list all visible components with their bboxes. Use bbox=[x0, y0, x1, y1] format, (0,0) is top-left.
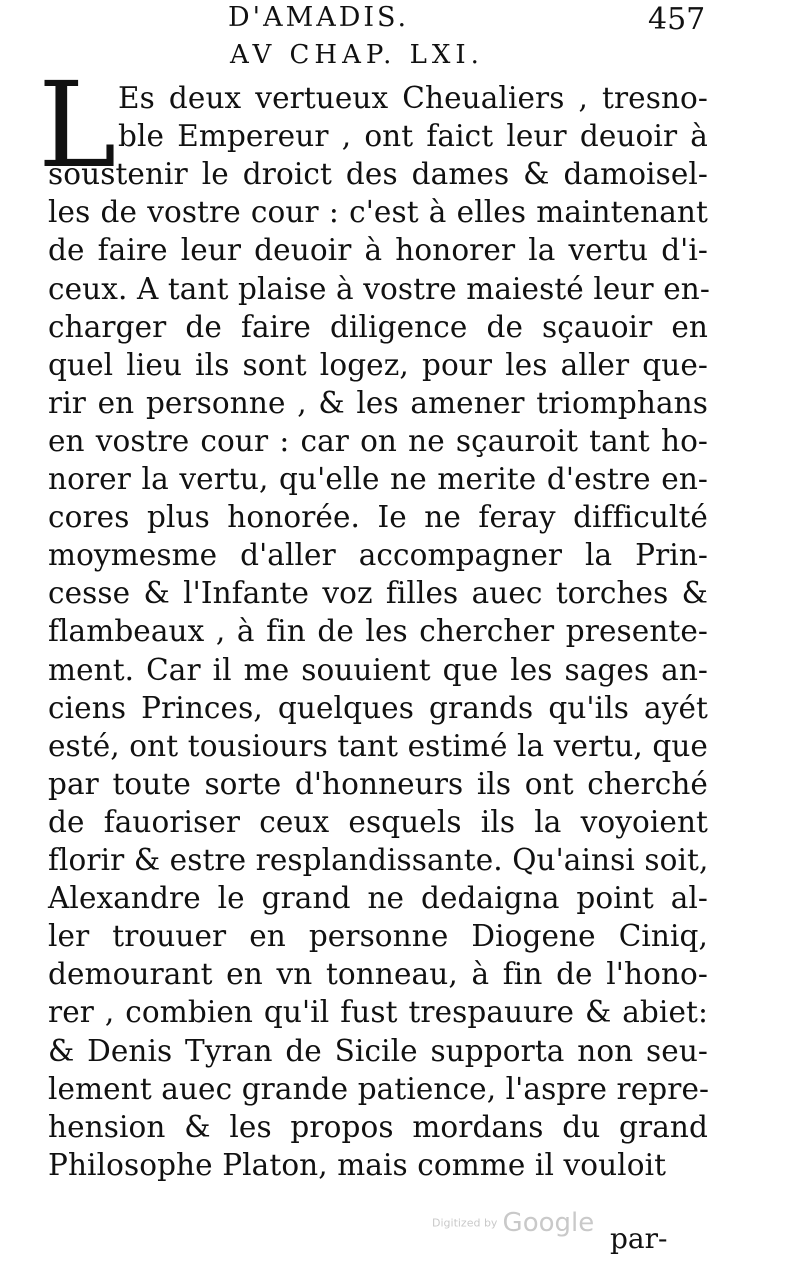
text-line: de fauoriser ceux esquels ils la voyoient bbox=[48, 804, 708, 839]
text-line: moymesme d'aller accompagner la Prin- bbox=[48, 538, 708, 573]
text-line: norer la vertu, qu'elle ne merite d'estre en- bbox=[48, 462, 708, 496]
watermark-brand: Google bbox=[502, 1208, 595, 1238]
text-line: Philosophe Platon, mais comme il vouloit bbox=[48, 1147, 667, 1182]
running-title: D'AMADIS. bbox=[228, 2, 410, 33]
text-line: esté, ont tousiours tant estimé la vertu, que bbox=[48, 728, 708, 763]
text-line: Alexandre le grand ne dedaigna point al- bbox=[48, 881, 708, 916]
text-line: par toute sorte d'honneurs ils ont cherché bbox=[48, 766, 708, 801]
watermark-prefix: Digitized by bbox=[432, 1216, 498, 1230]
text-line: cesse & l'Infante voz filles auec torches & bbox=[48, 576, 708, 611]
text-line: lement auec grande patience, l'aspre repre- bbox=[48, 1071, 710, 1106]
text-line: soustenir le droict des dames & damoisel- bbox=[48, 157, 708, 192]
chapter-heading: AV CHAP. LXI. bbox=[230, 40, 484, 70]
catchword: par- bbox=[610, 1222, 668, 1255]
text-line: les de vostre cour : c'est à elles maintenant bbox=[48, 195, 708, 230]
text-line: en vostre cour : car on ne sçauroit tant ho- bbox=[48, 423, 708, 458]
text-line: cores plus honorée. Ie ne feray difficulté bbox=[48, 500, 708, 535]
text-line: ble Empereur , ont faict leur deuoir à bbox=[118, 119, 708, 154]
text-line: florir & estre resplandissante. Qu'ainsi soit, bbox=[48, 843, 709, 877]
text-line: hension & les propos mordans du grand bbox=[48, 1109, 708, 1144]
text-line: rir en personne , & les amener triomphans bbox=[48, 385, 708, 420]
running-head bbox=[0, 0, 804, 40]
text-line: & Denis Tyran de Sicile supporta non seu- bbox=[48, 1033, 708, 1068]
text-line: ment. Car il me souuient que les sages an- bbox=[48, 652, 708, 687]
text-line: rer , combien qu'il fust trespauure & abiet: bbox=[48, 995, 708, 1030]
drop-cap: L bbox=[38, 56, 117, 194]
page-number: 457 bbox=[648, 2, 706, 37]
text-line: de faire leur deuoir à honorer la vertu d'i- bbox=[48, 233, 708, 268]
text-line: flambeaux , à fin de les chercher presente- bbox=[48, 614, 708, 649]
text-line: ler trouuer en personne Diogene Ciniq, bbox=[48, 919, 708, 954]
text-line: quel lieu ils sont logez, pour les aller que- bbox=[48, 347, 708, 382]
digitized-watermark bbox=[432, 1208, 594, 1238]
text-line: ciens Princes, quelques grands qu'ils ayét bbox=[48, 690, 708, 725]
text-line: ceux. A tant plaise à vostre maiesté leur en- bbox=[48, 271, 710, 306]
text-line: Es deux vertueux Cheualiers , tresno- bbox=[118, 81, 708, 115]
text-line: charger de faire diligence de sçauoir en bbox=[48, 309, 708, 344]
text-line: demourant en vn tonneau, à fin de l'hono- bbox=[48, 957, 708, 992]
